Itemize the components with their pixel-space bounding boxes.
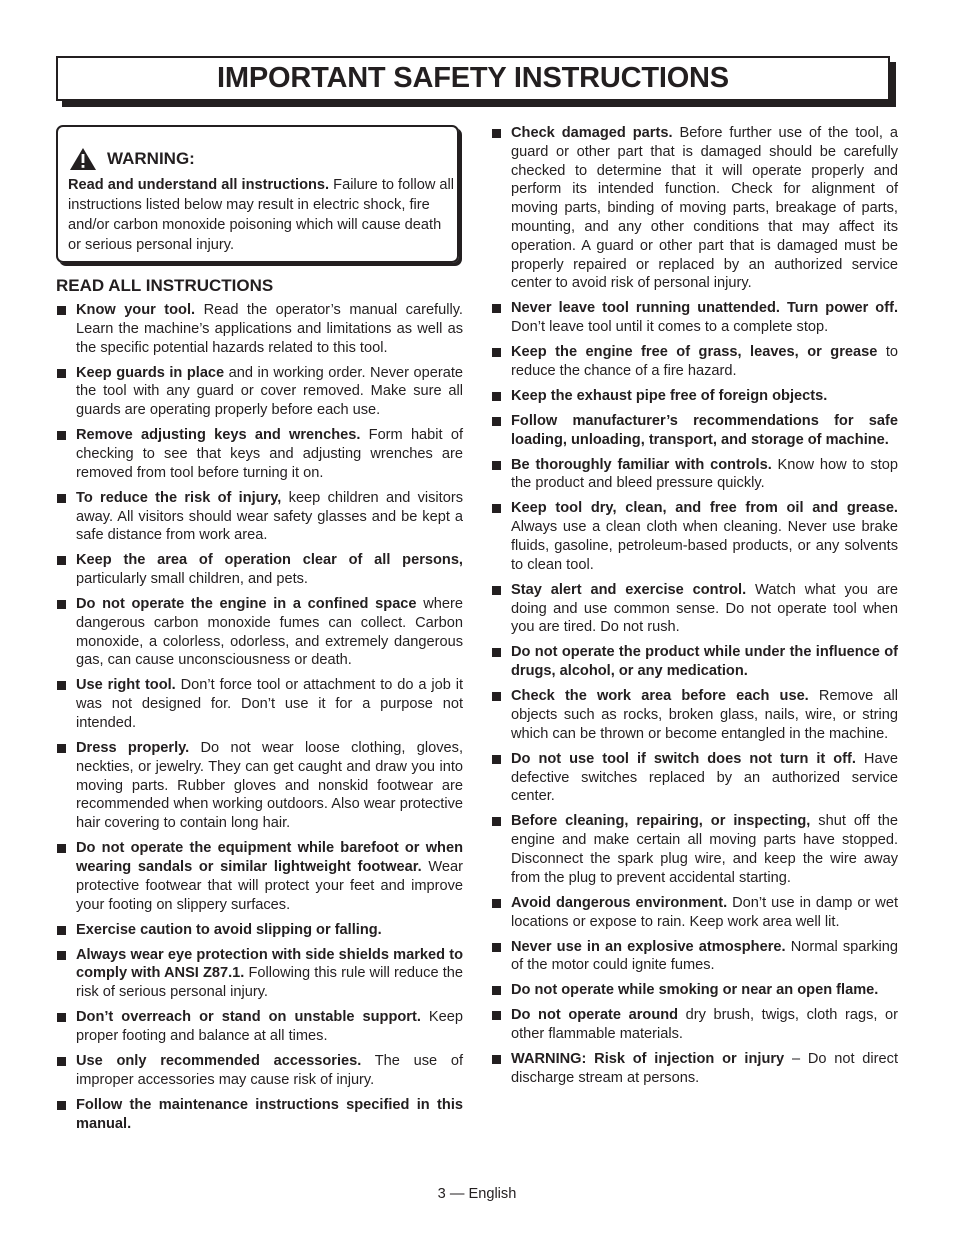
- item-bold-text: Check the work area before each use.: [511, 688, 809, 705]
- warning-body: Failure to follow all instructions listed below may result in electric shock, fire and/or carbon monoxide poisoning which will cause death or serious personal injury.: [68, 177, 455, 253]
- square-bullet-icon: [492, 1011, 501, 1020]
- page-title: IMPORTANT SAFETY INSTRUCTIONS: [217, 62, 729, 94]
- list-item: [56, 1096, 463, 1134]
- square-bullet-icon: [57, 1057, 66, 1066]
- item-text: Form habit of checking to see that keys and adjusting wrenches are removed from tool before turning it on.: [76, 427, 463, 481]
- list-item: [56, 921, 463, 940]
- item-text: Have defective switches replaced by an authorized service center.: [511, 750, 898, 805]
- item-text: Don’t use in damp or wet locations or expose to rain. Keep work area well lit.: [511, 894, 898, 930]
- item-text: Don’t leave tool until it comes to a complete stop.: [511, 319, 829, 336]
- left-column: [56, 301, 463, 1140]
- list-item: [491, 387, 898, 406]
- item-bold-text: Keep the exhaust pipe free of foreign objects.: [511, 387, 828, 404]
- square-bullet-icon: [57, 744, 66, 753]
- item-text: Following this rule will reduce the risk of serious personal injury.: [76, 965, 463, 1001]
- item-bold-text: Do not operate while smoking or near an open flame.: [511, 982, 879, 999]
- square-bullet-icon: [57, 926, 66, 935]
- item-bold-text: To reduce the risk of injury,: [76, 489, 282, 506]
- square-bullet-icon: [57, 1013, 66, 1022]
- square-bullet-icon: [492, 943, 501, 952]
- list-item: [491, 981, 898, 1000]
- item-text: Watch what you are doing and use common sense. Do not operate tool when you are tired. Do not rush.: [511, 581, 898, 636]
- square-bullet-icon: [492, 899, 501, 908]
- list-item: [56, 551, 463, 589]
- item-text: Don’t force tool or attachment to do a job it was not designed for. Don’t use it for a purpose not intended.: [76, 677, 463, 732]
- warning-bold: Read and understand all instructions.: [68, 177, 330, 193]
- square-bullet-icon: [57, 369, 66, 378]
- list-item: [56, 426, 463, 482]
- square-bullet-icon: [492, 586, 501, 595]
- right-column: [491, 124, 898, 1094]
- item-text: Keep proper footing and balance at all times.: [76, 1009, 463, 1044]
- list-item: [56, 1052, 463, 1090]
- square-bullet-icon: [492, 504, 501, 513]
- item-bold-text: WARNING: Risk of injection or injury: [511, 1051, 785, 1068]
- item-text: Before further use of the tool, a guard or other part that is damaged should be carefully checked to determine that it will operate properly and perform its intended function. Check for alignment of moving parts, binding of moving parts, breakage of parts, mounting, and any other conditions that may affect its operation. A guard or other part that is damaged must be properly repaired or replaced by an authorized service center to avoid risk of personal injury.: [511, 125, 898, 292]
- item-bold-text: Exercise caution to avoid slipping or falling.: [76, 921, 382, 938]
- item-bold-text: Be thoroughly familiar with controls.: [511, 456, 772, 473]
- item-text: to reduce the chance of a fire hazard.: [511, 344, 898, 379]
- item-bold-text: Use right tool.: [76, 677, 176, 694]
- list-item: [56, 364, 463, 420]
- item-text: Always use a clean cloth when cleaning. Never use brake fluids, gasoline, petroleum-based products, or any solvents to clean tool.: [511, 519, 898, 573]
- warning-triangle-icon: [69, 147, 97, 171]
- item-bold-text: Do not use tool if switch does not turn it off.: [511, 750, 856, 767]
- item-text: dry brush, twigs, cloth rags, or other flammable materials.: [511, 1007, 898, 1043]
- list-item: [491, 1006, 898, 1044]
- square-bullet-icon: [57, 431, 66, 440]
- item-bold-text: Avoid dangerous environment.: [511, 894, 728, 911]
- square-bullet-icon: [492, 417, 501, 426]
- list-item: [491, 750, 898, 806]
- list-item: [56, 739, 463, 833]
- item-text: where dangerous carbon monoxide fumes can collect. Carbon monoxide, a colorless, odorless, and extremely dangerous gas, can cause unconsciousness or death.: [76, 596, 463, 669]
- warning-text: [68, 175, 458, 255]
- square-bullet-icon: [492, 348, 501, 357]
- square-bullet-icon: [57, 951, 66, 960]
- list-item: [491, 456, 898, 494]
- list-item: [56, 946, 463, 1002]
- square-bullet-icon: [492, 692, 501, 701]
- square-bullet-icon: [492, 755, 501, 764]
- item-bold-text: Follow manufacturer’s recommendations for safe loading, unloading, transport, and storage of machine.: [511, 412, 898, 448]
- list-item: [491, 938, 898, 976]
- square-bullet-icon: [492, 461, 501, 470]
- item-bold-text: Check damaged parts.: [511, 125, 673, 141]
- list-item: [491, 643, 898, 681]
- item-bold-text: Never use in an explosive atmosphere.: [511, 938, 786, 955]
- list-item: [491, 812, 898, 887]
- item-bold-text: Before cleaning, repairing, or inspecting,: [511, 813, 811, 830]
- item-bold-text: Use only recommended accessories.: [76, 1052, 362, 1069]
- item-text: particularly small children, and pets.: [76, 571, 308, 588]
- title-banner: [56, 56, 890, 101]
- square-bullet-icon: [492, 304, 501, 313]
- list-item: [491, 343, 898, 381]
- item-text: Wear protective footwear that will protect your feet and improve your footing on slippery surfaces.: [76, 859, 463, 913]
- item-bold-text: Keep tool dry, clean, and free from oil and grease.: [511, 500, 898, 517]
- square-bullet-icon: [492, 648, 501, 657]
- list-item: [491, 894, 898, 932]
- item-bold-text: Do not operate around: [511, 1007, 679, 1024]
- item-text: Remove all objects such as rocks, broken glass, nails, wire, or string which can be thrown or become entangled in the machine.: [511, 688, 898, 742]
- item-text: – Do not direct discharge stream at persons.: [511, 1051, 898, 1086]
- list-item: [56, 1008, 463, 1046]
- list-item: [56, 301, 463, 357]
- square-bullet-icon: [57, 844, 66, 853]
- list-item: [56, 839, 463, 914]
- item-bold-text: Do not operate the engine in a confined space: [76, 596, 417, 613]
- item-text: keep children and visitors away. All visitors should wear safety glasses and be kept a safe distance from work area.: [76, 489, 463, 544]
- item-bold-text: Know your tool.: [76, 302, 196, 318]
- square-bullet-icon: [492, 129, 501, 138]
- item-text: Know how to stop the product and bleed pressure quickly.: [511, 456, 898, 492]
- square-bullet-icon: [57, 494, 66, 503]
- item-bold-text: Do not operate the product while under the influence of drugs, alcohol, or any medication.: [511, 644, 898, 680]
- warning-heading: WARNING:: [107, 149, 195, 168]
- square-bullet-icon: [492, 817, 501, 826]
- warning-box: [56, 125, 459, 263]
- item-text: Read the operator’s manual carefully. Learn the machine’s applications and limitations as well as the specific potential hazards related to this tool.: [76, 302, 463, 356]
- item-text: and in working order. Never operate the tool with any guard or cover removed. Make sure all guards are operating properly before each use.: [76, 364, 463, 419]
- square-bullet-icon: [57, 1101, 66, 1110]
- item-bold-text: Follow the maintenance instructions specified in this manual.: [76, 1096, 463, 1132]
- square-bullet-icon: [57, 600, 66, 609]
- square-bullet-icon: [57, 556, 66, 565]
- item-bold-text: Dress properly.: [76, 740, 190, 757]
- list-item: [491, 1050, 898, 1088]
- item-bold-text: Keep the area of operation clear of all persons,: [76, 552, 463, 569]
- list-item: [56, 595, 463, 670]
- item-text: Normal sparking of the motor could ignite fumes.: [511, 938, 898, 974]
- list-item: [56, 489, 463, 545]
- item-bold-text: Stay alert and exercise control.: [511, 581, 747, 598]
- page-footer: 3 — English: [437, 1186, 517, 1202]
- item-bold-text: Remove adjusting keys and wrenches.: [76, 427, 361, 444]
- square-bullet-icon: [57, 681, 66, 690]
- item-bold-text: Don’t overreach or stand on unstable support.: [76, 1009, 421, 1026]
- item-text: The use of improper accessories may cause risk of injury.: [76, 1052, 464, 1088]
- list-item: [491, 581, 898, 637]
- list-item: [491, 499, 898, 574]
- list-item: [56, 676, 463, 732]
- item-bold-text: Never leave tool running unattended. Turn power off.: [511, 300, 898, 317]
- list-item: [491, 299, 898, 337]
- item-bold-text: Keep the engine free of grass, leaves, or grease: [511, 344, 878, 361]
- square-bullet-icon: [492, 1055, 501, 1064]
- item-text: Do not wear loose clothing, gloves, neckties, or jewelry. They can get caught and draw you into moving parts. Rubber gloves and nonskid footwear are recommended when working outdoors. Also wear protective hair covering to contain long hair.: [76, 740, 463, 832]
- item-bold-text: Do not operate the equipment while barefoot or when wearing sandals or similar lightweight footwear.: [76, 840, 463, 876]
- square-bullet-icon: [492, 986, 501, 995]
- list-item: [491, 687, 898, 743]
- list-item: [491, 124, 898, 293]
- item-text: shut off the engine and make certain all moving parts have stopped. Disconnect the spark plug wire, and keep the wire away from the plug to prevent accidental starting.: [511, 813, 899, 886]
- item-bold-text: Always wear eye protection with side shields marked to comply with ANSI Z87.1.: [76, 946, 463, 982]
- square-bullet-icon: [492, 392, 501, 401]
- warning-header: [69, 147, 195, 171]
- section-heading: READ ALL INSTRUCTIONS: [56, 276, 274, 295]
- square-bullet-icon: [57, 306, 66, 315]
- item-bold-text: Keep guards in place: [76, 364, 225, 381]
- list-item: [491, 412, 898, 450]
